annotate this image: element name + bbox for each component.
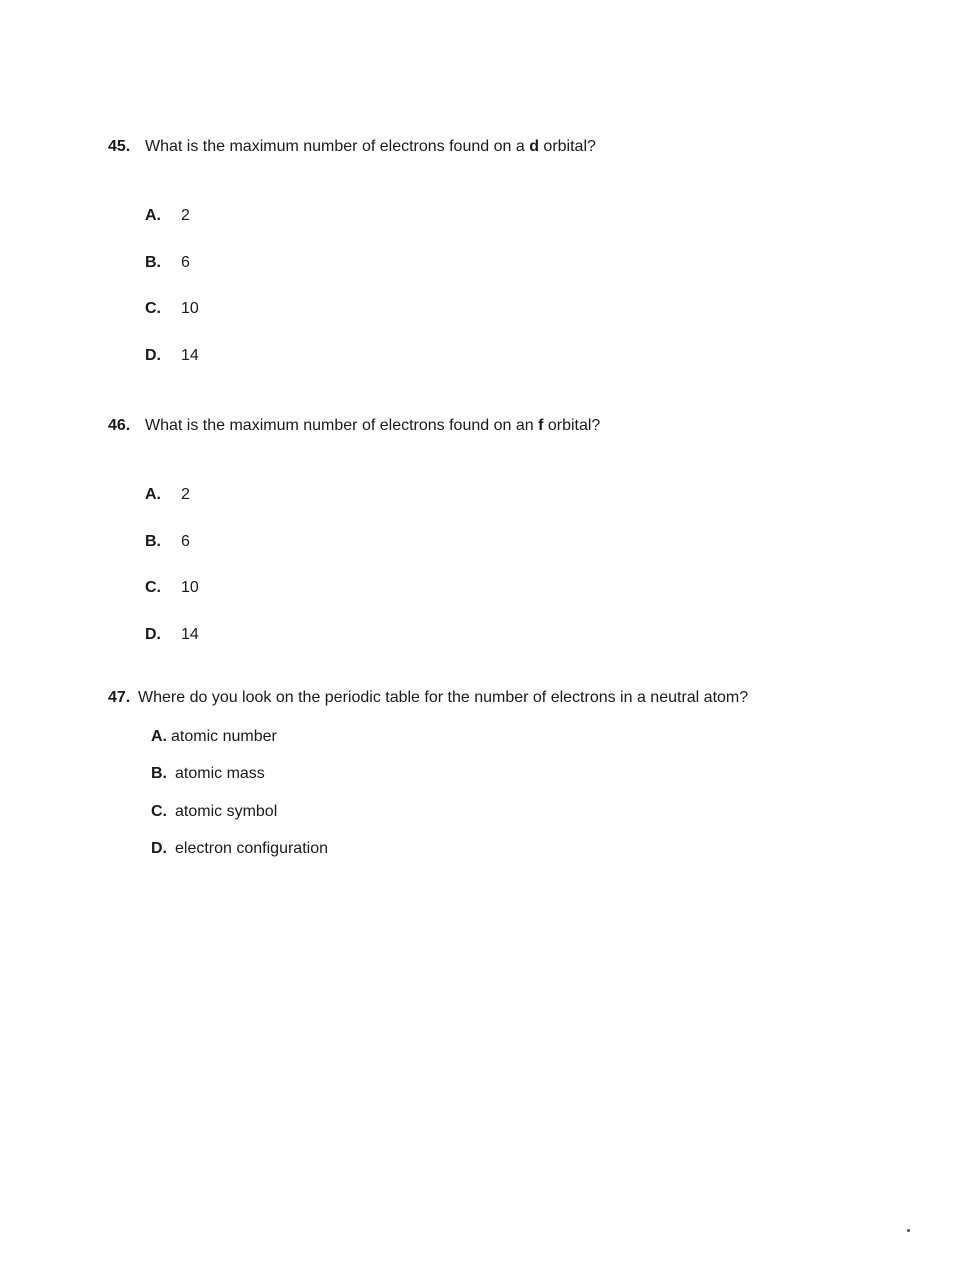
option-value: atomic number	[171, 728, 277, 745]
option-letter: C.	[145, 300, 161, 317]
option-letter: C.	[145, 579, 161, 596]
option-value: 6	[181, 533, 190, 550]
option-letter: B.	[151, 765, 167, 782]
question-47	[108, 688, 748, 708]
option-letter: B.	[145, 533, 161, 550]
answer-option-d[interactable]	[145, 625, 199, 645]
question-number: 46.	[108, 417, 131, 434]
option-value: 2	[181, 207, 190, 224]
question-46	[108, 416, 600, 436]
option-letter: A.	[151, 728, 167, 745]
answer-option-d[interactable]	[151, 839, 328, 859]
option-value: 2	[181, 486, 190, 503]
option-letter: D.	[145, 626, 161, 643]
option-value: electron configuration	[175, 840, 328, 857]
question-text-end: orbital?	[543, 417, 601, 434]
question-45	[108, 137, 596, 157]
question-text: Where do you look on the periodic table for the number of electrons in a neutral atom?	[138, 689, 749, 706]
question-text	[145, 138, 596, 155]
option-letter: D.	[145, 347, 161, 364]
answer-option-a[interactable]	[145, 485, 190, 505]
answer-option-b[interactable]	[151, 764, 265, 784]
option-letter: A.	[145, 207, 161, 224]
scan-speck	[907, 1229, 910, 1232]
answer-option-c[interactable]	[145, 578, 199, 598]
answer-option-b[interactable]	[145, 532, 190, 552]
answer-option-c[interactable]	[151, 802, 277, 822]
question-text	[145, 417, 600, 434]
answer-option-a[interactable]	[145, 206, 190, 226]
option-value: 10	[181, 300, 199, 317]
option-value: 14	[181, 626, 199, 643]
question-text-end: orbital?	[538, 138, 596, 155]
question-text-start: What is the maximum number of electrons found on an	[145, 417, 539, 434]
option-value: 14	[181, 347, 199, 364]
option-value: 10	[181, 579, 199, 596]
option-letter: C.	[151, 803, 167, 820]
question-number: 47.	[108, 689, 131, 706]
question-number: 45.	[108, 138, 131, 155]
question-bold-term: f	[538, 417, 544, 434]
answer-option-b[interactable]	[145, 253, 190, 273]
question-text-start: What is the maximum number of electrons found on a	[145, 138, 530, 155]
option-value: atomic mass	[175, 765, 265, 782]
answer-option-a[interactable]	[151, 727, 277, 747]
question-bold-term: d	[529, 138, 539, 155]
option-letter: B.	[145, 254, 161, 271]
option-letter: D.	[151, 840, 167, 857]
answer-option-c[interactable]	[145, 299, 199, 319]
option-letter: A.	[145, 486, 161, 503]
option-value: 6	[181, 254, 190, 271]
answer-option-d[interactable]	[145, 346, 199, 366]
option-value: atomic symbol	[175, 803, 278, 820]
